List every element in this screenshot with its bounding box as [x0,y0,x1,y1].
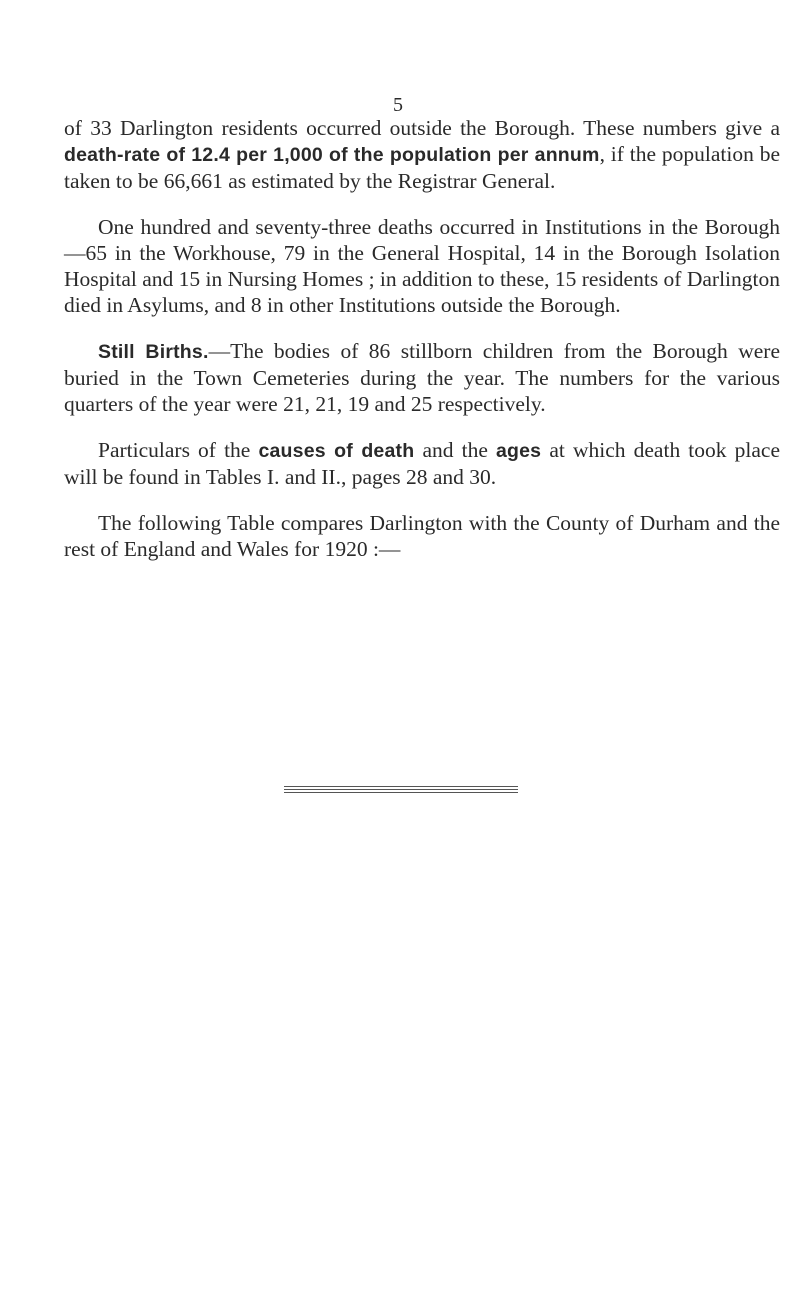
paragraph-text: at which death took place will be found in Tables I. and II., pages 28 and 30. [64,438,780,489]
ages-emphasis: ages [495,440,542,462]
paragraph-table-intro [64,510,780,562]
paragraph-text: —The bodies of 86 stillborn children from the Borough were buried in the Town Cemeteries during the year. The numbers for the various quarters of the year were 21, 21, 19 and 25 respectively. [64,339,780,416]
paragraph-text: The following Table compares Darlington with the County of Durham and the rest of England and Wales for 1920 :— [64,511,780,561]
paragraph-still-births [64,338,780,417]
body-text [64,115,780,582]
divider-rule [284,789,518,790]
divider-rule [284,786,518,787]
paragraph-causes [64,437,780,490]
causes-of-death-emphasis: causes of death [258,440,415,462]
paragraph-text: and the [414,438,496,462]
death-rate-emphasis: death-rate of 12.4 per 1,000 of the population per annum [64,144,600,166]
paragraph-text: of 33 Darlington residents occurred outside the Borough. These numbers give a [64,116,780,140]
paragraph-text: One hundred and seventy-three deaths occurred in Institutions in the Borough—65 in the Workhouse, 79 in the General Hospital, 14 in the Borough Isolation Hospital and 15 in Nursing Homes ; in addition to these, 15 residents of Darlington died in Asylums, and 8 in other Institutions outside the Borough. [64,215,780,317]
paragraph-text: , if the population be taken to be 66,661 as estimated by the Registrar General. [64,142,781,193]
divider-rule [284,792,518,793]
paragraph-text: Particulars of the [98,438,259,462]
paragraph-continuation [64,115,780,194]
page-number: 5 [393,94,403,116]
still-births-heading: Still Births. [98,341,209,363]
paragraph-institutions [64,214,780,318]
